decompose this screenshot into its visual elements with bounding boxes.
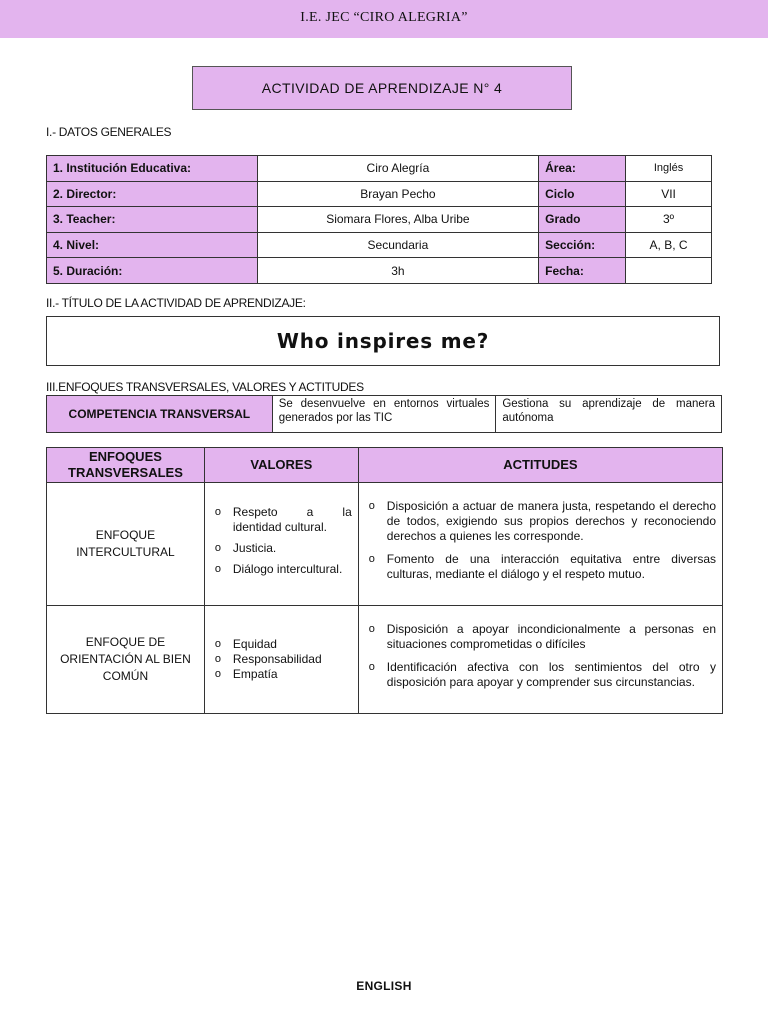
column-header-valores: VALORES: [204, 448, 358, 483]
field-value: VII: [626, 181, 712, 207]
field-label: 1. Institución Educativa:: [47, 156, 258, 182]
table-row: [47, 606, 723, 714]
competencia-table: [46, 395, 722, 433]
values-list: [211, 505, 352, 577]
approach-name: ENFOQUE INTERCULTURAL: [47, 483, 205, 606]
field-label: Ciclo: [539, 181, 626, 207]
table-row: [47, 258, 712, 284]
values-list: [211, 637, 352, 682]
field-label: 2. Director:: [47, 181, 258, 207]
table-header-row: [47, 448, 723, 483]
list-item: o Justicia.: [211, 541, 352, 556]
list-item: o Diálogo intercultural.: [211, 562, 352, 577]
table-row: [47, 232, 712, 258]
competencia-item: Gestiona su aprendizaje de manera autónoma: [496, 396, 722, 433]
field-label: Grado: [539, 207, 626, 233]
attitudes-cell: [358, 606, 722, 714]
table-row: [47, 396, 722, 433]
list-item: o Identificación afectiva con los sentimientos del otro y disposición para apoyar y comprender sus circunstancias.: [365, 660, 716, 690]
field-label: 3. Teacher:: [47, 207, 258, 233]
approach-name: ENFOQUE DE ORIENTACIÓN AL BIEN COMÚN: [47, 606, 205, 714]
field-value: Siomara Flores, Alba Uribe: [257, 207, 538, 233]
field-value: 3º: [626, 207, 712, 233]
field-label: Fecha:: [539, 258, 626, 284]
list-item: o Disposición a apoyar incondicionalmente a personas en situaciones comprometidas o difíciles: [365, 622, 716, 652]
field-value: A, B, C: [626, 232, 712, 258]
field-value: [626, 258, 712, 284]
field-label: 5. Duración:: [47, 258, 258, 284]
page-header: [0, 0, 768, 38]
table-row: [47, 483, 723, 606]
section-general-data-label: I.- DATOS GENERALES: [46, 125, 172, 139]
competencia-item: Se desenvuelve en entornos virtuales generados por las TIC: [272, 396, 496, 433]
column-header-enfoques: ENFOQUES TRANSVERSALES: [47, 448, 205, 483]
values-cell: [204, 483, 358, 606]
attitudes-cell: [358, 483, 722, 606]
table-row: [47, 156, 712, 182]
school-name: I.E. JEC “CIRO ALEGRIA”: [300, 10, 468, 25]
competencia-label: COMPETENCIA TRANSVERSAL: [47, 396, 273, 433]
field-value: Secundaria: [257, 232, 538, 258]
field-value: 3h: [257, 258, 538, 284]
general-data-table: [46, 155, 712, 284]
list-item: o Respeto a la identidad cultural.: [211, 505, 352, 535]
list-item: o Fomento de una interacción equitativa entre diversas culturas, mediante el diálogo y el respeto mutuo.: [365, 552, 716, 582]
activity-main-title: Who inspires me?: [46, 316, 720, 366]
list-item: o Empatía: [211, 667, 352, 682]
field-label: 4. Nivel:: [47, 232, 258, 258]
table-row: [47, 181, 712, 207]
activity-title: ACTIVIDAD DE APRENDIZAJE N° 4: [192, 66, 572, 110]
approaches-table: [46, 447, 723, 714]
list-item: o Equidad: [211, 637, 352, 652]
section-approaches-label: III.ENFOQUES TRANSVERSALES, VALORES Y ACTITUDES: [46, 380, 364, 394]
column-header-actitudes: ACTITUDES: [358, 448, 722, 483]
attitudes-list: [365, 622, 716, 690]
field-label: Área:: [539, 156, 626, 182]
page-footer: ENGLISH: [356, 979, 412, 993]
attitudes-list: [365, 499, 716, 582]
values-cell: [204, 606, 358, 714]
field-value: Inglés: [626, 156, 712, 182]
field-value: Ciro Alegría: [257, 156, 538, 182]
list-item: o Disposición a actuar de manera justa, respetando el derecho de todos, exigiendo sus propios derechos y reconociendo derechos a quienes les corresponde.: [365, 499, 716, 544]
list-item: o Responsabilidad: [211, 652, 352, 667]
section-title-label: II.- TÍTULO DE LA ACTIVIDAD DE APRENDIZAJE:: [46, 296, 306, 310]
field-label: Sección:: [539, 232, 626, 258]
field-value: Brayan Pecho: [257, 181, 538, 207]
table-row: [47, 207, 712, 233]
